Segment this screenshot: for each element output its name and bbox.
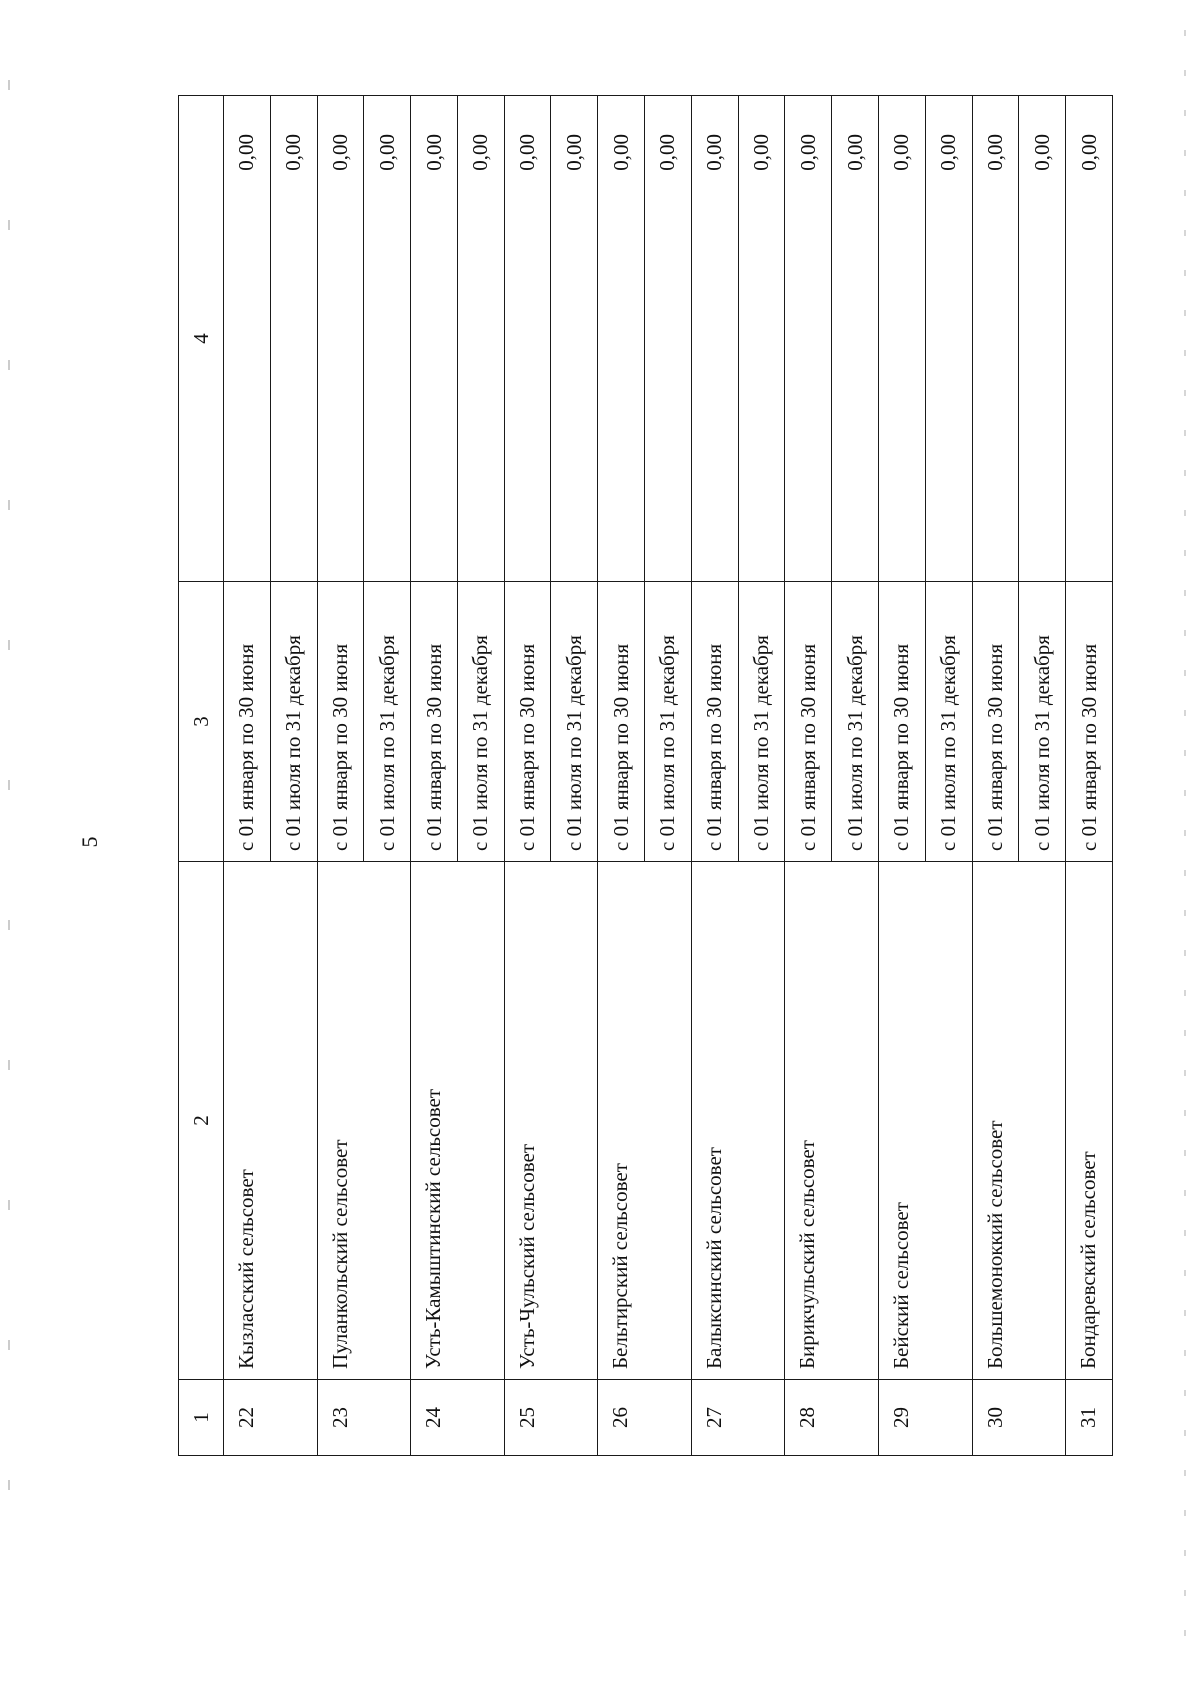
- header-cell-4: 4: [179, 96, 224, 582]
- period-cell: с 01 января по 30 июня: [411, 582, 458, 862]
- value-cell: 0,00: [878, 96, 925, 582]
- period-cell: с 01 января по 30 июня: [691, 582, 738, 862]
- header-cell-2: 2: [179, 862, 224, 1380]
- row-number-cell: 28: [785, 1380, 879, 1456]
- table-row: [691, 96, 738, 1456]
- value-cell: 0,00: [364, 96, 411, 582]
- table-row: [504, 96, 551, 1456]
- table-body: [224, 96, 1113, 1456]
- value-cell: 0,00: [1019, 96, 1066, 582]
- row-number-cell: 24: [411, 1380, 505, 1456]
- period-cell: с 01 января по 30 июня: [224, 582, 271, 862]
- council-name-cell: Бондаревский сельсовет: [1066, 862, 1113, 1380]
- council-name-cell: Балыксинский сельсовет: [691, 862, 785, 1380]
- period-cell: с 01 января по 30 июня: [972, 582, 1019, 862]
- table-row: [598, 96, 645, 1456]
- value-cell: 0,00: [317, 96, 364, 582]
- data-table: [178, 95, 1113, 1456]
- row-number-cell: 30: [972, 1380, 1066, 1456]
- table-row: [317, 96, 364, 1456]
- value-cell: 0,00: [224, 96, 271, 582]
- period-cell: с 01 июля по 31 декабря: [1019, 582, 1066, 862]
- value-cell: 0,00: [832, 96, 879, 582]
- value-cell: 0,00: [972, 96, 1019, 582]
- value-cell: 0,00: [691, 96, 738, 582]
- council-name-cell: Бельтирский сельсовет: [598, 862, 692, 1380]
- header-row: [179, 96, 224, 1456]
- council-name-cell: Пуланкольский сельсовет: [317, 862, 411, 1380]
- table-row: [785, 96, 832, 1456]
- row-number-cell: 29: [878, 1380, 972, 1456]
- table-row: [972, 96, 1019, 1456]
- period-cell: с 01 июля по 31 декабря: [551, 582, 598, 862]
- row-number-cell: 23: [317, 1380, 411, 1456]
- council-name-cell: Бейский сельсовет: [878, 862, 972, 1380]
- table-row: [1066, 96, 1113, 1456]
- period-cell: с 01 января по 30 июня: [1066, 582, 1113, 862]
- council-name-cell: Усть-Камыштинский сельсовет: [411, 862, 505, 1380]
- row-number-cell: 25: [504, 1380, 598, 1456]
- period-cell: с 01 июля по 31 декабря: [832, 582, 879, 862]
- value-cell: 0,00: [785, 96, 832, 582]
- value-cell: 0,00: [645, 96, 692, 582]
- row-number-cell: 26: [598, 1380, 692, 1456]
- value-cell: 0,00: [270, 96, 317, 582]
- period-cell: с 01 июля по 31 декабря: [270, 582, 317, 862]
- council-name-cell: Усть-Чульский сельсовет: [504, 862, 598, 1380]
- council-name-cell: Бирикчульский сельсовет: [785, 862, 879, 1380]
- period-cell: с 01 июля по 31 декабря: [645, 582, 692, 862]
- scan-artifact-left: [8, 80, 10, 1600]
- header-cell-1: 1: [179, 1380, 224, 1456]
- period-cell: с 01 июля по 31 декабря: [364, 582, 411, 862]
- value-cell: 0,00: [925, 96, 972, 582]
- value-cell: 0,00: [1066, 96, 1113, 582]
- table-container: [178, 96, 1113, 1456]
- value-cell: 0,00: [551, 96, 598, 582]
- period-cell: с 01 января по 30 июня: [504, 582, 551, 862]
- period-cell: с 01 июля по 31 декабря: [457, 582, 504, 862]
- period-cell: с 01 января по 30 июня: [785, 582, 832, 862]
- period-cell: с 01 января по 30 июня: [598, 582, 645, 862]
- value-cell: 0,00: [457, 96, 504, 582]
- row-number-cell: 27: [691, 1380, 785, 1456]
- row-number-cell: 31: [1066, 1380, 1113, 1456]
- period-cell: с 01 января по 30 июня: [878, 582, 925, 862]
- value-cell: 0,00: [738, 96, 785, 582]
- page-number: 5: [77, 836, 102, 848]
- period-cell: с 01 января по 30 июня: [317, 582, 364, 862]
- value-cell: 0,00: [411, 96, 458, 582]
- council-name-cell: Кызласский сельсовет: [224, 862, 318, 1380]
- table-row: [224, 96, 271, 1456]
- header-cell-3: 3: [179, 582, 224, 862]
- value-cell: 0,00: [598, 96, 645, 582]
- council-name-cell: Большемоноккий сельсовет: [972, 862, 1066, 1380]
- table-row: [411, 96, 458, 1456]
- period-cell: с 01 июля по 31 декабря: [925, 582, 972, 862]
- table-row: [878, 96, 925, 1456]
- row-number-cell: 22: [224, 1380, 318, 1456]
- value-cell: 0,00: [504, 96, 551, 582]
- scan-artifact-right: [1184, 30, 1186, 1670]
- period-cell: с 01 июля по 31 декабря: [738, 582, 785, 862]
